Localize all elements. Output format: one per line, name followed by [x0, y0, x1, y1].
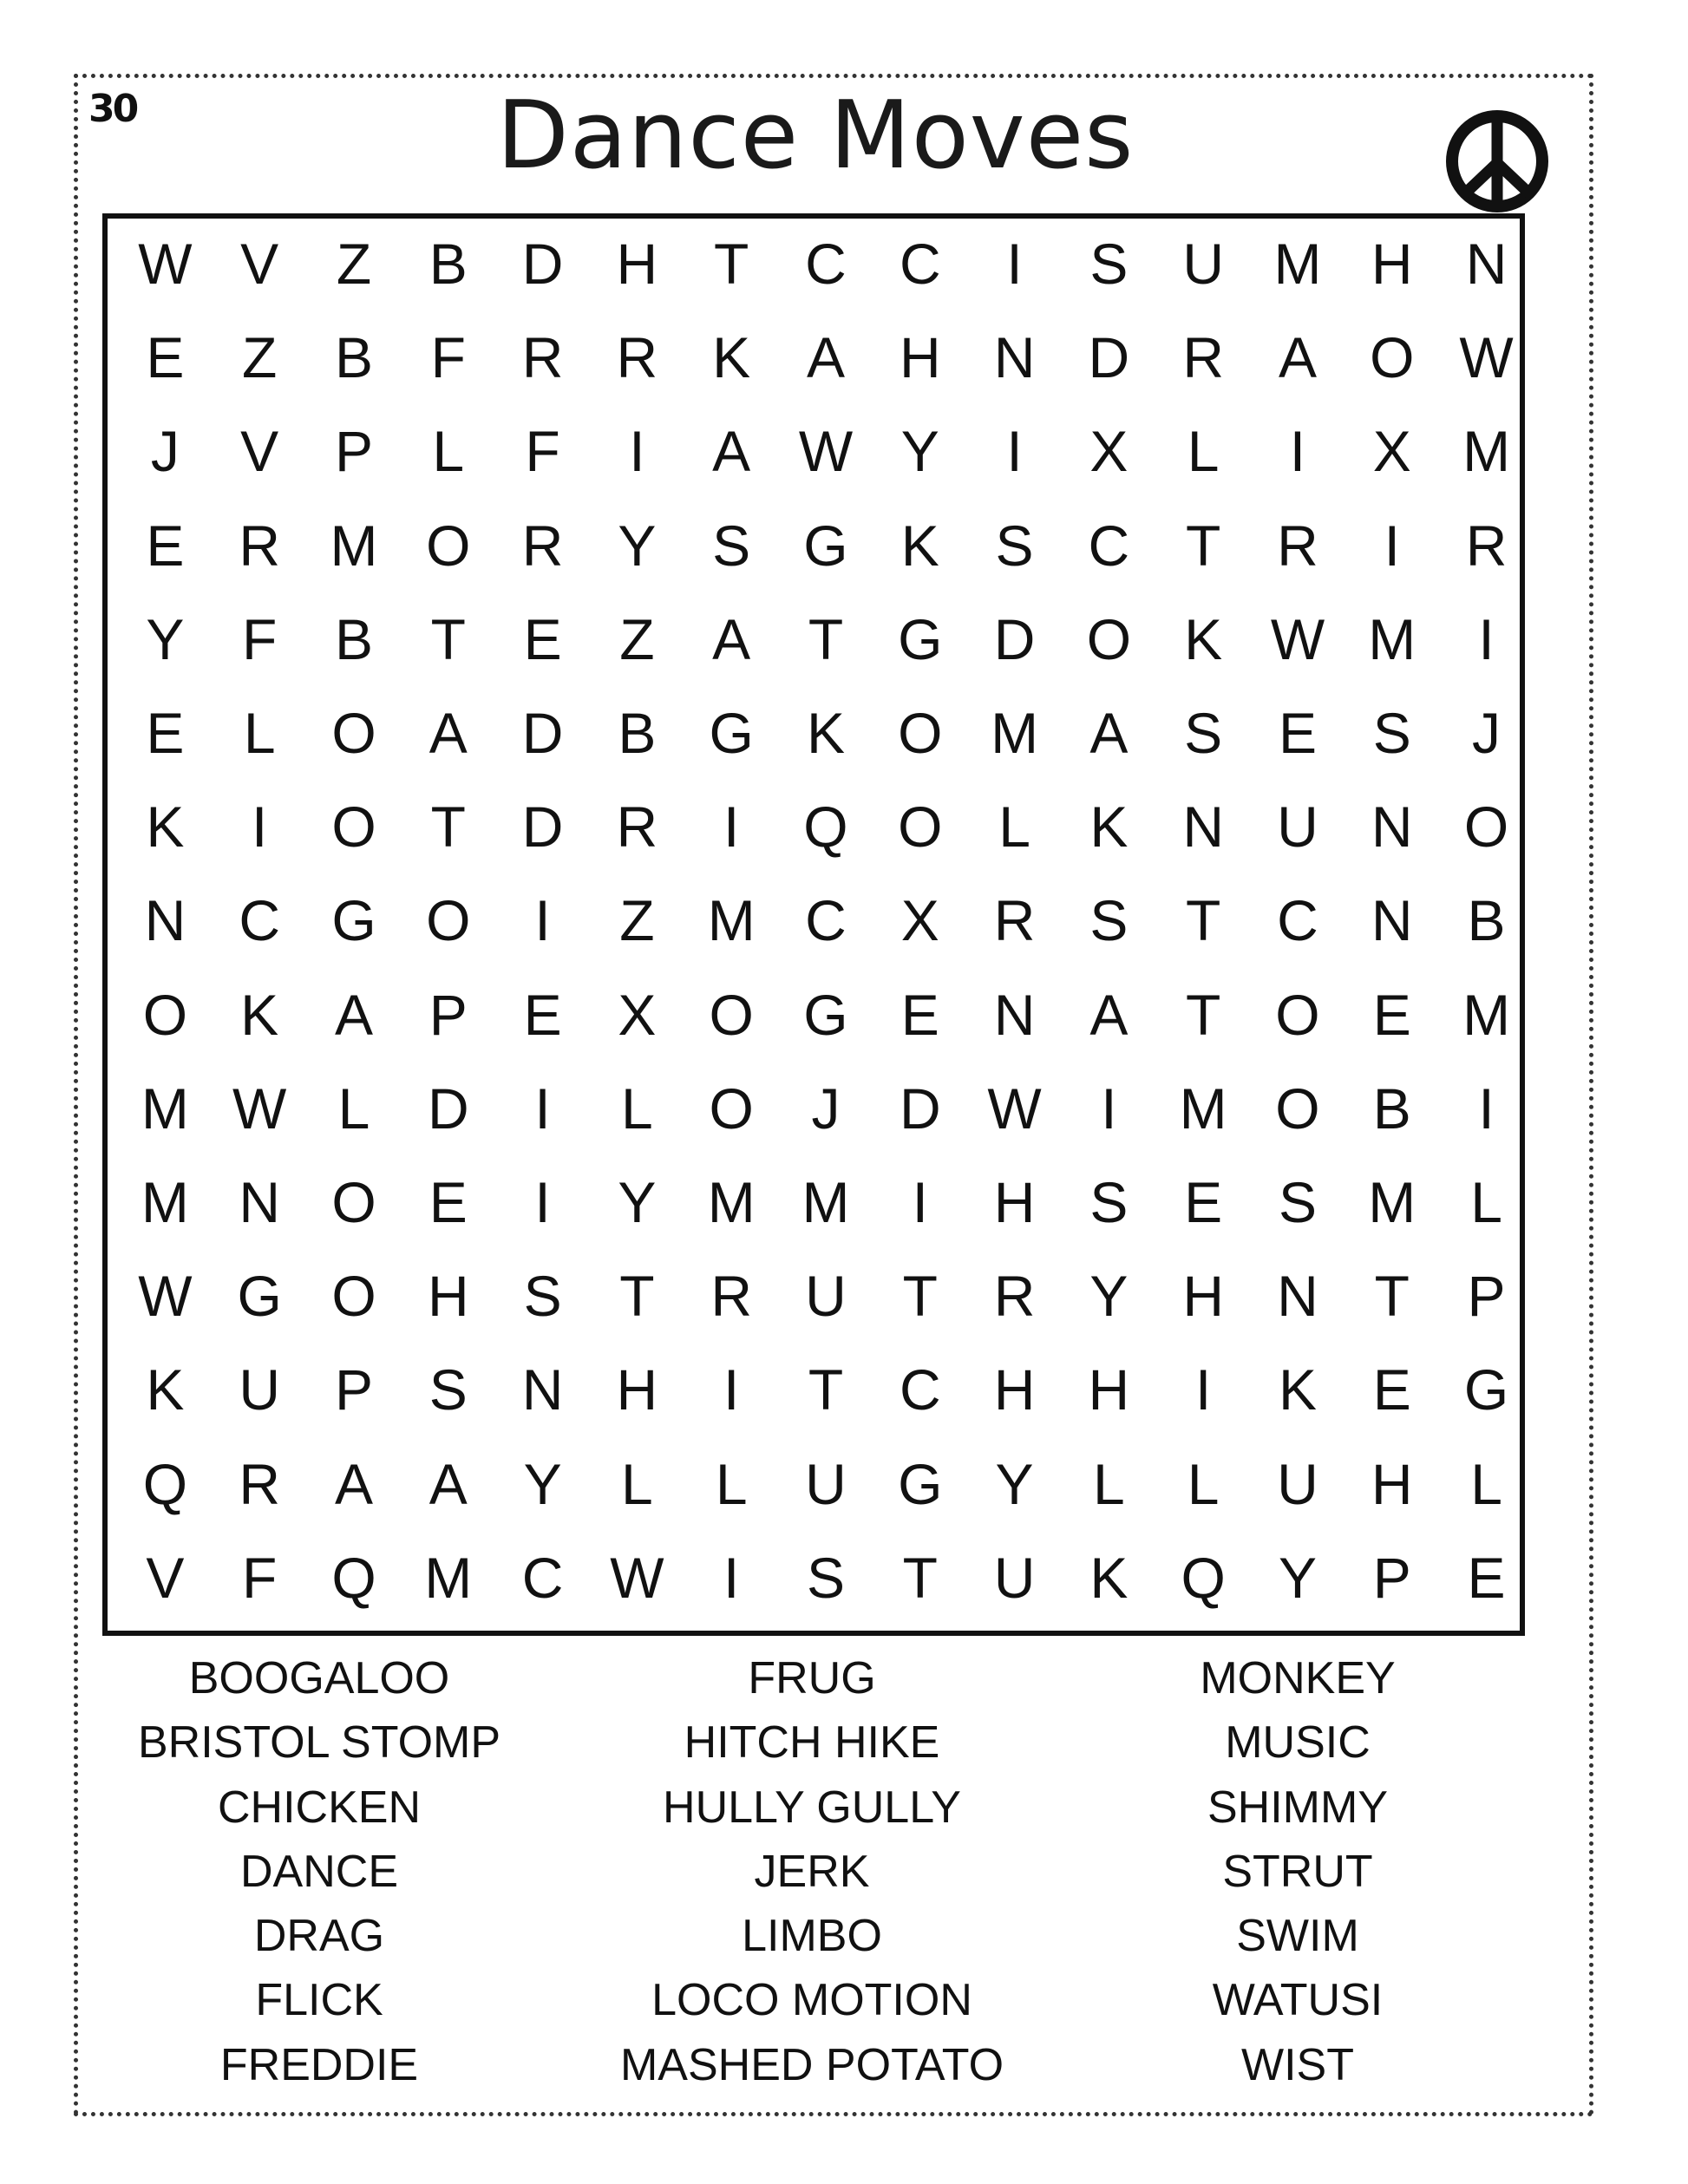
grid-cell[interactable]: U — [805, 1451, 847, 1516]
grid-cell[interactable]: H — [1088, 1357, 1130, 1422]
grid-cell[interactable]: H — [899, 325, 941, 390]
word-list-item: SWIM — [1236, 1911, 1359, 1962]
grid-cell[interactable]: P — [429, 982, 468, 1047]
grid-cell[interactable]: N — [144, 888, 186, 953]
word-list-item: LIMBO — [742, 1911, 882, 1962]
grid-cell[interactable]: K — [900, 513, 939, 578]
grid-cell[interactable]: I — [1289, 419, 1306, 484]
grid-cell[interactable]: W — [1270, 606, 1325, 671]
grid-cell[interactable]: U — [1277, 1451, 1318, 1516]
grid-cell[interactable]: M — [1462, 982, 1511, 1047]
grid-cell[interactable]: B — [618, 701, 657, 766]
grid-cell[interactable]: G — [803, 513, 848, 578]
grid-cell[interactable]: T — [1186, 888, 1221, 953]
grid-cell[interactable]: N — [1465, 232, 1508, 297]
grid-cell[interactable]: E — [523, 982, 562, 1047]
grid-cell[interactable]: Y — [1089, 1264, 1129, 1329]
grid-cell[interactable]: L — [1093, 1451, 1125, 1516]
grid-cell[interactable]: T — [619, 1264, 655, 1329]
grid-cell[interactable]: Y — [146, 606, 185, 671]
grid-cell[interactable]: D — [521, 794, 564, 860]
grid-cell[interactable]: E — [146, 513, 185, 578]
grid-cell[interactable]: O — [426, 888, 471, 953]
grid-cell[interactable]: M — [141, 1076, 189, 1141]
grid-cell[interactable]: A — [1089, 982, 1129, 1047]
word-list-item: DRAG — [253, 1911, 385, 1962]
word-list-item: BOOGALOO — [188, 1653, 450, 1703]
word-list-item: SHIMMY — [1207, 1782, 1388, 1833]
word-column-3 — [1037, 1646, 1558, 2097]
grid-cell[interactable]: M — [707, 888, 756, 953]
grid-cell[interactable]: R — [521, 513, 564, 578]
grid-cell[interactable]: S — [1372, 701, 1411, 766]
grid-cell[interactable]: T — [808, 606, 844, 671]
grid-cell[interactable]: I — [534, 888, 551, 953]
grid-cell[interactable]: O — [1086, 606, 1132, 671]
grid-cell[interactable]: O — [898, 794, 943, 860]
grid-cell[interactable]: U — [805, 1264, 847, 1329]
grid-cell[interactable]: R — [616, 794, 658, 860]
grid-cell[interactable]: T — [808, 1357, 844, 1422]
grid-cell[interactable]: D — [521, 232, 564, 297]
grid-cell[interactable]: I — [1006, 232, 1023, 297]
grid-cell[interactable]: N — [521, 1357, 564, 1422]
grid-cell[interactable]: I — [534, 1169, 551, 1234]
grid-cell[interactable]: Z — [619, 888, 655, 953]
grid-cell[interactable]: N — [1277, 1264, 1318, 1329]
grid-cell[interactable]: T — [902, 1545, 938, 1610]
grid-cell[interactable]: O — [709, 982, 754, 1047]
grid-cell[interactable]: S — [429, 1357, 468, 1422]
grid-cell[interactable]: E — [523, 606, 562, 671]
grid-cell[interactable]: M — [1368, 1169, 1416, 1234]
grid-cell[interactable]: Q — [1181, 1545, 1226, 1610]
grid-cell[interactable]: H — [993, 1357, 1036, 1422]
grid-cell[interactable]: M — [424, 1545, 473, 1610]
grid-cell[interactable]: L — [243, 701, 276, 766]
grid-cell[interactable]: R — [616, 325, 658, 390]
word-list-item: FREDDIE — [219, 2039, 419, 2090]
grid-cell[interactable]: Y — [1278, 1545, 1317, 1610]
grid-cell[interactable]: X — [900, 888, 939, 953]
grid-cell[interactable]: L — [998, 794, 1030, 860]
grid-cell[interactable]: I — [723, 794, 740, 860]
grid-cell[interactable]: J — [1472, 701, 1502, 766]
word-list-item: BRISTOL STOMP — [137, 1717, 501, 1769]
grid-cell[interactable]: C — [899, 232, 941, 297]
grid-cell[interactable]: C — [521, 1545, 564, 1610]
grid-cell[interactable]: Y — [995, 1451, 1034, 1516]
grid-cell[interactable]: H — [616, 1357, 658, 1422]
word-list-item: FRUG — [748, 1653, 876, 1703]
grid-cell[interactable]: P — [334, 1357, 373, 1422]
grid-cell[interactable]: W — [987, 1076, 1042, 1141]
grid-cell[interactable]: U — [1277, 794, 1318, 860]
word-list — [0, 1646, 1688, 2097]
grid-cell[interactable]: T — [1186, 982, 1221, 1047]
grid-cell[interactable]: X — [1089, 419, 1129, 484]
grid-cell[interactable]: K — [1089, 794, 1129, 860]
grid-cell[interactable]: B — [1467, 888, 1506, 953]
word-list-item: WATUSI — [1212, 1975, 1384, 2026]
grid-cell[interactable]: T — [902, 1264, 938, 1329]
grid-cell[interactable]: W — [138, 232, 193, 297]
grid-cell[interactable]: R — [710, 1264, 753, 1329]
word-list-item: HULLY GULLY — [663, 1782, 961, 1833]
grid-cell[interactable]: B — [1372, 1076, 1411, 1141]
grid-cell[interactable]: E — [146, 701, 185, 766]
grid-cell[interactable]: A — [429, 701, 468, 766]
grid-cell[interactable]: K — [712, 325, 751, 390]
grid-cell[interactable]: M — [707, 1169, 756, 1234]
grid-cell[interactable]: N — [1182, 794, 1224, 860]
grid-cell[interactable]: K — [1089, 1545, 1129, 1610]
grid-cell[interactable]: A — [1089, 701, 1129, 766]
word-list-item: HITCH HIKE — [684, 1717, 940, 1769]
grid-cell[interactable]: B — [429, 232, 468, 297]
grid-cell[interactable]: T — [430, 606, 466, 671]
grid-cell[interactable]: Z — [619, 606, 655, 671]
grid-cell[interactable]: Q — [142, 1451, 188, 1516]
grid-cell[interactable]: N — [993, 982, 1036, 1047]
grid-cell[interactable]: D — [521, 701, 564, 766]
grid-cell[interactable]: Y — [900, 419, 939, 484]
grid-cell[interactable]: K — [1184, 606, 1223, 671]
grid-cell[interactable]: W — [798, 419, 854, 484]
grid-cell[interactable]: H — [1182, 1264, 1224, 1329]
grid-cell[interactable]: R — [993, 1264, 1036, 1329]
grid-cell[interactable]: V — [240, 232, 279, 297]
grid-cell[interactable]: Z — [336, 232, 372, 297]
grid-cell[interactable]: S — [995, 513, 1034, 578]
grid-cell[interactable]: E — [1372, 1357, 1411, 1422]
grid-cell[interactable]: P — [1372, 1545, 1411, 1610]
page-title: Dance Moves — [496, 82, 1135, 190]
grid-cell[interactable]: O — [426, 513, 471, 578]
grid-cell[interactable]: G — [803, 982, 848, 1047]
word-list-item: MONKEY — [1200, 1653, 1396, 1703]
grid-cell[interactable]: F — [525, 419, 560, 484]
word-list-item: FLICK — [255, 1975, 383, 2026]
grid-cell[interactable]: E — [429, 1169, 468, 1234]
grid-cell[interactable]: G — [898, 1451, 943, 1516]
grid-cell[interactable]: K — [1278, 1357, 1317, 1422]
grid-cell[interactable]: P — [334, 419, 373, 484]
grid-cell[interactable]: I — [723, 1545, 740, 1610]
grid-cell[interactable]: C — [805, 888, 847, 953]
grid-cell[interactable]: K — [146, 794, 185, 860]
grid-cell[interactable]: S — [1089, 1169, 1129, 1234]
grid-cell[interactable]: P — [1467, 1264, 1506, 1329]
grid-cell[interactable]: C — [805, 232, 847, 297]
grid-cell[interactable]: I — [1478, 606, 1495, 671]
grid-cell[interactable]: J — [811, 1076, 841, 1141]
grid-cell[interactable]: A — [334, 1451, 373, 1516]
grid-cell[interactable]: G — [237, 1264, 282, 1329]
grid-cell[interactable]: A — [712, 419, 751, 484]
grid-cell[interactable]: Y — [618, 513, 657, 578]
word-column-2 — [552, 1646, 1072, 2097]
grid-cell[interactable]: Z — [242, 325, 278, 390]
grid-cell[interactable]: S — [1184, 701, 1223, 766]
grid-cell[interactable]: C — [1088, 513, 1130, 578]
grid-cell[interactable]: N — [239, 1169, 281, 1234]
word-list-item: MUSIC — [1225, 1717, 1371, 1769]
peace-sign-icon — [1443, 108, 1551, 215]
grid-cell[interactable]: N — [1371, 794, 1413, 860]
grid-cell[interactable]: A — [1278, 325, 1317, 390]
word-list-item: CHICKEN — [217, 1782, 422, 1833]
grid-cell[interactable]: O — [331, 1264, 376, 1329]
grid-cell[interactable]: I — [1101, 1076, 1117, 1141]
grid-cell[interactable]: M — [801, 1169, 850, 1234]
grid-cell[interactable]: U — [239, 1357, 281, 1422]
grid-cell[interactable]: T — [1374, 1264, 1410, 1329]
grid-cell[interactable]: R — [521, 325, 564, 390]
grid-cell[interactable]: Y — [618, 1169, 657, 1234]
grid-cell[interactable]: O — [1275, 1076, 1320, 1141]
grid-cell[interactable]: I — [1478, 1076, 1495, 1141]
grid-cell[interactable]: W — [138, 1264, 193, 1329]
word-list-item: MASHED POTATO — [619, 2039, 1004, 2090]
word-list-item: WIST — [1241, 2039, 1354, 2090]
grid-cell[interactable]: I — [1006, 419, 1023, 484]
grid-cell[interactable]: E — [1372, 982, 1411, 1047]
grid-cell[interactable]: U — [993, 1545, 1036, 1610]
grid-cell[interactable]: R — [1465, 513, 1508, 578]
grid-cell[interactable]: S — [1089, 888, 1129, 953]
grid-cell[interactable]: G — [331, 888, 376, 953]
grid-cell[interactable]: M — [330, 513, 378, 578]
grid-cell[interactable]: L — [337, 1076, 370, 1141]
grid-cell[interactable]: T — [714, 232, 749, 297]
grid-cell[interactable]: E — [1467, 1545, 1506, 1610]
letter-grid — [118, 217, 1549, 1625]
grid-cell[interactable]: S — [523, 1264, 562, 1329]
grid-cell[interactable]: O — [331, 794, 376, 860]
grid-cell[interactable]: K — [146, 1357, 185, 1422]
grid-cell[interactable]: G — [898, 606, 943, 671]
grid-cell[interactable]: D — [1088, 325, 1130, 390]
grid-cell[interactable]: K — [806, 701, 845, 766]
grid-cell[interactable]: Q — [803, 794, 848, 860]
grid-cell[interactable]: L — [1187, 419, 1220, 484]
grid-cell[interactable]: M — [1273, 232, 1322, 297]
grid-cell[interactable]: A — [334, 982, 373, 1047]
grid-cell[interactable]: X — [1372, 419, 1411, 484]
word-list-item: LOCO MOTION — [651, 1975, 972, 2026]
word-list-item: JERK — [754, 1846, 870, 1897]
grid-cell[interactable]: I — [252, 794, 268, 860]
grid-cell[interactable]: Q — [331, 1545, 376, 1610]
grid-cell[interactable]: L — [1470, 1169, 1502, 1234]
grid-cell[interactable]: S — [1089, 232, 1129, 297]
grid-cell[interactable]: H — [993, 1169, 1036, 1234]
grid-cell[interactable]: I — [534, 1076, 551, 1141]
grid-cell[interactable]: H — [616, 232, 658, 297]
word-list-item: DANCE — [239, 1846, 399, 1897]
grid-cell[interactable]: M — [1179, 1076, 1227, 1141]
grid-cell[interactable]: F — [242, 1545, 278, 1610]
grid-cell[interactable]: S — [1278, 1169, 1317, 1234]
grid-cell[interactable]: U — [1182, 232, 1224, 297]
grid-cell[interactable]: W — [610, 1545, 664, 1610]
grid-cell[interactable]: L — [621, 1451, 653, 1516]
grid-cell[interactable]: W — [1459, 325, 1514, 390]
grid-cell[interactable]: D — [427, 1076, 469, 1141]
grid-cell[interactable]: H — [1371, 1451, 1413, 1516]
grid-cell[interactable]: D — [993, 606, 1036, 671]
grid-cell[interactable]: X — [618, 982, 657, 1047]
grid-cell[interactable]: I — [723, 1357, 740, 1422]
grid-cell[interactable]: C — [239, 888, 281, 953]
grid-cell[interactable]: O — [1463, 794, 1509, 860]
grid-cell[interactable]: A — [712, 606, 751, 671]
word-column-1 — [59, 1646, 579, 2097]
word-list-item: STRUT — [1222, 1846, 1373, 1897]
grid-cell[interactable]: M — [991, 701, 1039, 766]
grid-cell[interactable]: E — [146, 325, 185, 390]
grid-cell[interactable]: L — [621, 1076, 653, 1141]
grid-cell[interactable]: O — [142, 982, 188, 1047]
grid-cell[interactable]: E — [900, 982, 939, 1047]
grid-cell[interactable]: A — [429, 1451, 468, 1516]
grid-cell[interactable]: I — [1194, 1357, 1212, 1422]
grid-cell[interactable]: M — [141, 1169, 189, 1234]
grid-cell[interactable]: N — [1371, 888, 1413, 953]
grid-cell[interactable]: O — [1275, 982, 1320, 1047]
grid-cell[interactable]: Y — [523, 1451, 562, 1516]
page-number: 30 — [88, 87, 137, 131]
grid-cell[interactable]: R — [1277, 513, 1318, 578]
grid-cell[interactable]: R — [993, 888, 1036, 953]
grid-cell[interactable]: H — [427, 1264, 469, 1329]
grid-cell[interactable]: R — [1182, 325, 1224, 390]
grid-cell[interactable]: C — [1277, 888, 1318, 953]
grid-cell[interactable]: I — [912, 1169, 928, 1234]
grid-cell[interactable]: F — [430, 325, 466, 390]
grid-cell[interactable]: O — [1370, 325, 1415, 390]
grid-cell[interactable]: G — [709, 701, 754, 766]
grid-cell[interactable]: O — [331, 1169, 376, 1234]
grid-cell[interactable]: G — [1463, 1357, 1509, 1422]
grid-cell[interactable]: O — [331, 701, 376, 766]
grid-cell[interactable]: T — [430, 794, 466, 860]
grid-cell[interactable]: R — [239, 1451, 281, 1516]
grid-cell[interactable]: R — [239, 513, 281, 578]
grid-cell[interactable]: O — [898, 701, 943, 766]
grid-cell[interactable]: I — [629, 419, 645, 484]
grid-cell[interactable]: L — [1470, 1451, 1502, 1516]
grid-cell[interactable]: T — [1186, 513, 1221, 578]
grid-cell[interactable]: V — [146, 1545, 185, 1610]
grid-cell[interactable]: D — [899, 1076, 941, 1141]
grid-cell[interactable]: A — [806, 325, 845, 390]
grid-cell[interactable]: K — [240, 982, 279, 1047]
grid-cell[interactable]: S — [806, 1545, 845, 1610]
grid-cell[interactable]: S — [712, 513, 751, 578]
grid-cell[interactable]: L — [432, 419, 465, 484]
grid-cell[interactable]: F — [242, 606, 278, 671]
grid-cell[interactable]: E — [1184, 1169, 1223, 1234]
grid-cell[interactable]: H — [1371, 232, 1413, 297]
grid-cell[interactable]: M — [1368, 606, 1416, 671]
grid-cell[interactable]: E — [1278, 701, 1317, 766]
grid-cell[interactable]: M — [1462, 419, 1511, 484]
grid-cell[interactable]: C — [899, 1357, 941, 1422]
grid-cell[interactable]: I — [1384, 513, 1400, 578]
grid-cell[interactable]: L — [715, 1451, 748, 1516]
grid-cell[interactable]: V — [240, 419, 279, 484]
grid-cell[interactable]: W — [232, 1076, 287, 1141]
grid-cell[interactable]: N — [993, 325, 1036, 390]
grid-cell[interactable]: L — [1187, 1451, 1220, 1516]
grid-cell[interactable]: O — [709, 1076, 754, 1141]
grid-cell[interactable]: J — [150, 419, 180, 484]
grid-cell[interactable]: B — [334, 325, 373, 390]
grid-cell[interactable]: B — [334, 606, 373, 671]
